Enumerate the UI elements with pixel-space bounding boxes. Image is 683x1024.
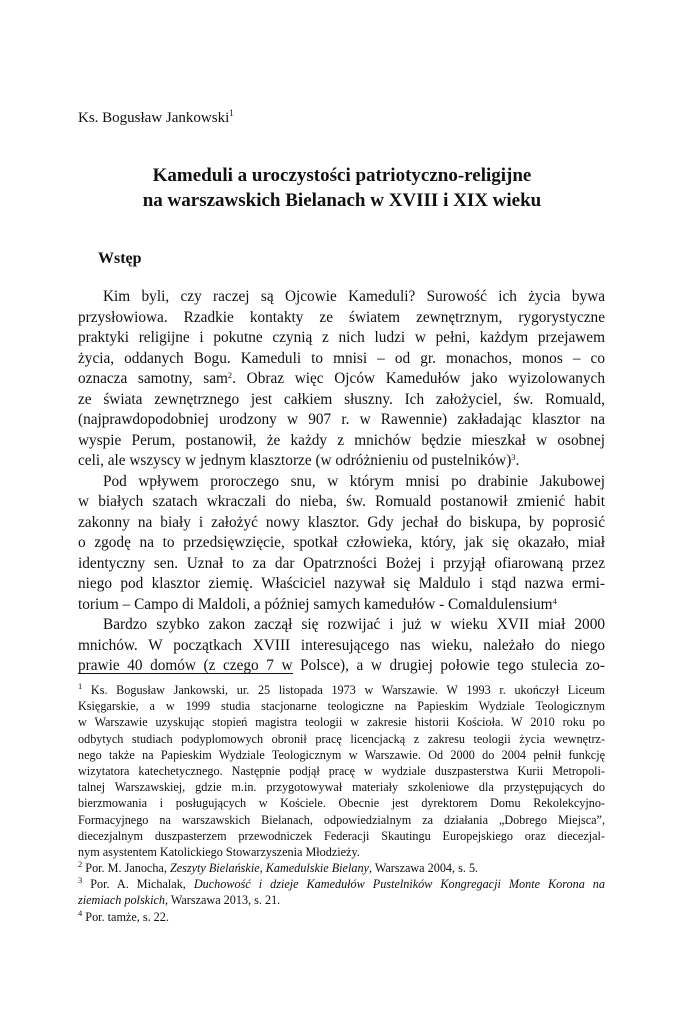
body-line: Bardzo szybko zakon zaczął się rozwijać i już w wieku XVII miał 2000 — [103, 616, 605, 633]
body-line: mnichów. W początkach XVIII interesującego nas wieku, należało do niego — [78, 636, 605, 654]
footnote-number: 2 — [78, 859, 83, 870]
footnote-line: talnej Warszawskiej, gdzie m.in. przygotowywał materiały szkoleniowe dla przystępujących do — [78, 780, 605, 795]
footnote-title: Zeszyty Bielańskie, Kamedulskie Bielany — [169, 861, 369, 876]
body-text — [78, 287, 605, 677]
footnote-ref-4[interactable]: 4 — [552, 595, 557, 606]
body-line — [78, 451, 605, 472]
body-text-span: . Obraz więc Ojców Kamedułów jako wyizolowanych — [232, 370, 605, 387]
footnote-ref-1[interactable]: 1 — [229, 108, 234, 118]
footnote-text: Ks. Bogusław Jankowski, ur. 25 listopada 1973 w Warszawie. W 1993 r. ukończył Liceum — [90, 683, 606, 697]
footnote-text: , Warszawa 2004, s. 5. — [368, 861, 479, 876]
footnote-separator — [78, 673, 293, 674]
author-line — [78, 108, 234, 127]
footnote-2 — [78, 860, 605, 876]
footnotes — [78, 682, 605, 925]
body-line: identyczny sen. Uznał to za dar Opatrzności Bożej i przyjął ofiarowaną przez — [78, 554, 605, 572]
footnote-line: Formacyjnego na warszawskich Bielanach, odpowiedzialnym za działania „Dobrego Miejsca”, — [78, 812, 605, 827]
body-line: o zgodę na to przedsięwzięcie, spotkał człowieka, który, jak się okazało, miał — [78, 534, 605, 551]
footnote-text: Por. A. Michalak, — [90, 877, 194, 892]
body-line: zakonny na biały i założyć nowy klasztor. Gdy jechał do biskupa, by poprosić — [78, 513, 605, 531]
footnote-ref-3[interactable]: 3 — [511, 452, 516, 462]
body-line: w białych szatach wkraczali do nieba, św. Romuald postanowił zmienić habit — [78, 493, 605, 510]
footnote-title: Duchowość i dzieje Kamedułów Pustelników Kongregacji Monte Korona na — [193, 877, 605, 892]
body-line: prawie 40 domów (z czego 7 w Polsce), a w drugiej połowie tego stulecia zo- — [78, 657, 605, 674]
section-heading: Wstęp — [98, 250, 142, 267]
footnote-line: bierzmowania i posługujących w Kościele. Obecnie jest dyrektorem Domu Rekolekcyjno- — [78, 796, 605, 811]
body-line — [78, 369, 605, 390]
body-line: niego pod klasztor ziemię. Właściciel nazywał się Maldulo i stąd nazwa ermi- — [78, 575, 605, 592]
body-line: życia, oddanych Bogu. Kameduli to mnisi – od gr. monachos, monos – co — [78, 349, 605, 367]
body-text-span: . — [515, 452, 520, 469]
footnote-title: ziemiach polskich — [78, 893, 165, 908]
footnote-line: diecezjalnym duszpasterzem przewodniczek Federacji Skautingu Europejskiego oraz diecezjal- — [78, 828, 605, 843]
body-text-span: torium – Campo di Maldoli, a później samych kamedułów - Comaldulensium — [78, 595, 553, 613]
footnote-line: Księgarskie, a w 1999 studia stacjonarne teologiczne na Papieskim Wydziale Teologicznym — [78, 699, 605, 714]
footnote-line — [78, 892, 605, 908]
footnote-number: 4 — [78, 907, 83, 918]
footnote-3 — [78, 876, 605, 892]
body-line: Pod wpływem proroczego snu, w którym mnisi po drabinie Jakubowej — [103, 472, 605, 490]
author-name: Ks. Bogusław Jankowski — [78, 110, 230, 126]
body-line: przysłowiowa. Rzadkie kontakty ze światem zewnętrznym, rygorystyczne — [78, 308, 605, 326]
body-text-span: celi, ale wszyscy w jednym klasztorze (w odróżnieniu od pustelników) — [78, 452, 512, 469]
footnote-ref-2[interactable]: 2 — [227, 370, 233, 380]
footnote-number: 3 — [78, 875, 83, 886]
footnote-text: , Warszawa 2013, s. 21. — [165, 893, 281, 908]
body-line: praktyki religijne i pokutne czynią z nich ludzi w pełni, każdym przejawem — [78, 329, 605, 346]
body-line — [78, 595, 605, 616]
body-line: ze świata zewnętrznego jest całkiem słuszny. Ich założyciel, św. Romuald, — [78, 390, 605, 408]
footnote-1 — [78, 682, 605, 698]
footnote-line: wizytatora katechetycznego. Następnie podjął pracę w wydziale duszpasterstwa Kurii Metropoli- — [78, 763, 605, 778]
body-text-span: oznacza samotny, sam — [78, 370, 228, 387]
body-line: (najprawdopodobniej urodzony w 907 r. w Rawennie) zakładając klasztor na — [78, 411, 605, 428]
footnote-line: w Warszawie uzyskując stopień magistra teologii w zakresie historii Kościoła. W 2010 roku po — [78, 715, 605, 730]
title-line-1: Kameduli a uroczystości patriotyczno-religijne — [152, 165, 532, 186]
footnote-4 — [78, 909, 605, 925]
footnote-text: Por. M. Janocha, — [85, 861, 170, 876]
body-line: Kim byli, czy raczej są Ojcowie Kameduli? Surowość ich życia bywa — [103, 288, 605, 305]
body-line: wyspie Perum, postanowił, że każdy z mnichów będzie mieszkał w osobnej — [78, 431, 605, 449]
footnote-line: nego także na Papieskim Wydziale Teologicznym w Warszawie. Od 2000 do 2004 pełnił funkcję — [78, 747, 605, 762]
footnote-line: odbytych studiach podyplomowych obronił pracę licencjacką z zakresu teologii życia wewnętrz- — [78, 731, 605, 746]
title-line-2: na warszawskich Bielanach w XVIII i XIX wieku — [142, 190, 542, 211]
footnote-text: Por. tamże, s. 22. — [85, 909, 169, 924]
footnote-number: 1 — [78, 681, 83, 691]
article-title — [78, 163, 606, 213]
footnote-line: nym asystentem Katolickiego Stowarzyszenia Młodzieży. — [78, 844, 360, 859]
